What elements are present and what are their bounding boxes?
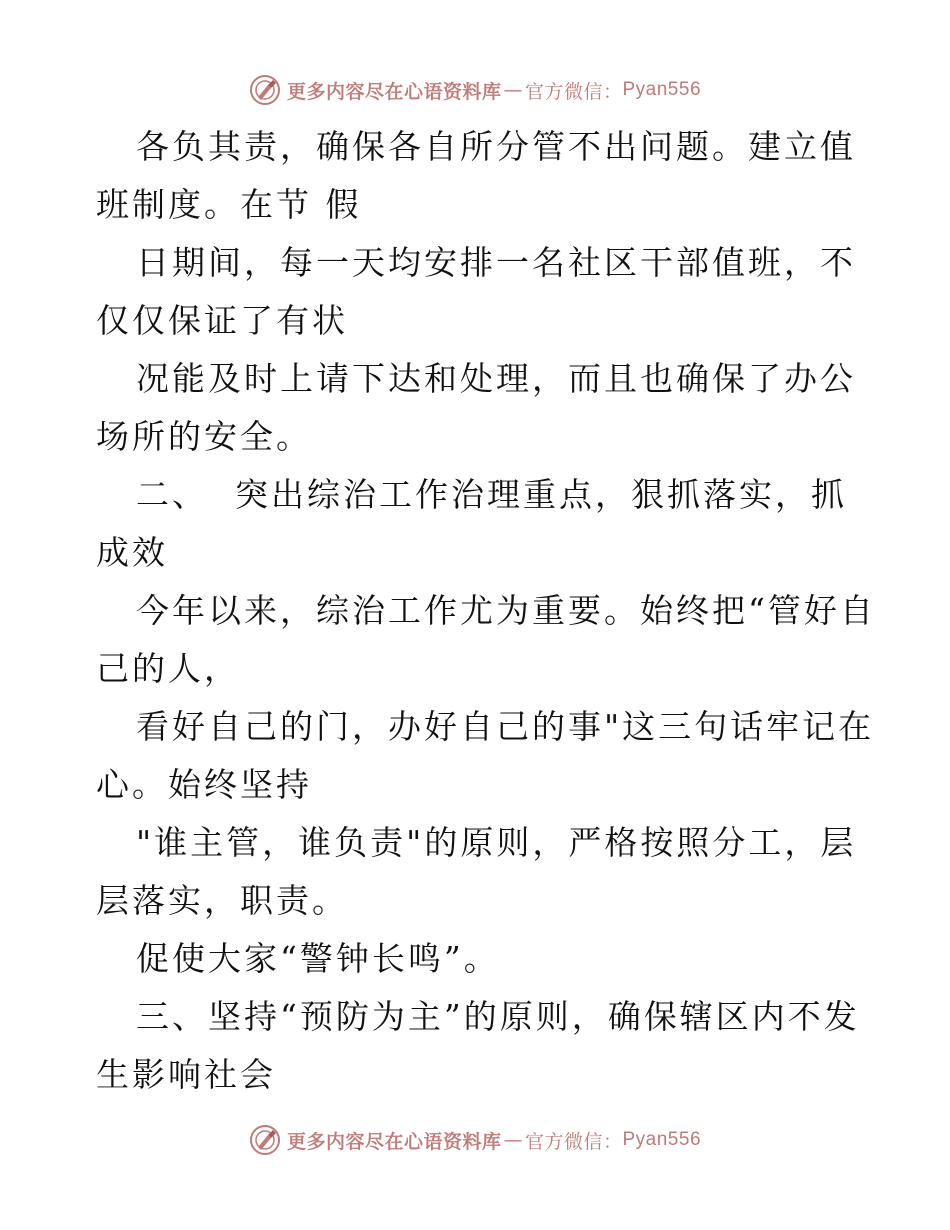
footer-banner-title: 更多内容尽在心语资料库: [286, 1130, 502, 1153]
paragraph-6: "谁主管，谁负责"的原则，严格按照分工，层层落实，职责。: [96, 823, 857, 920]
pen-nib-logo-icon: [249, 74, 281, 106]
header-banner-title: 更多内容尽在心语资料库: [286, 80, 502, 103]
footer-banner-handle: Pyan556: [622, 1129, 702, 1150]
paragraph-4: 今年以来，综治工作尤为重要。始终把“管好自己的人，: [96, 591, 876, 688]
paragraph-3: 况能及时上请下达和处理，而且也确保了办公场所的安全。: [96, 359, 856, 456]
pen-nib-logo-icon: [249, 1124, 281, 1156]
document-body: [96, 118, 876, 1104]
footer-banner-wechat-label: 官方微信：: [524, 1130, 623, 1153]
header-banner-separator: —: [503, 79, 523, 101]
footer-banner-separator: —: [503, 1129, 523, 1151]
header-banner-handle: Pyan556: [622, 79, 702, 100]
section-heading-3: 三、坚持“预防为主”的原则，确保辖区内不发生影响社会: [96, 997, 860, 1094]
header-banner: [0, 70, 950, 110]
section-heading-2: 二、 突出综治工作治理重点，狠抓落实，抓成效: [96, 475, 847, 572]
paragraph-7: 促使大家“警钟长鸣”。: [136, 939, 500, 978]
header-banner-wechat-label: 官方微信：: [524, 80, 623, 103]
paragraph-2: 日期间，每一天均安排一名社区干部值班，不仅仅保证了有状: [96, 243, 856, 340]
paragraph-5: 看好自己的门，办好自己的事"这三句话牢记在心。始终坚持: [96, 707, 875, 804]
paragraph-1: 各负其责，确保各自所分管不出问题。建立值班制度。在节 假: [96, 127, 856, 224]
footer-banner: [0, 1120, 950, 1160]
